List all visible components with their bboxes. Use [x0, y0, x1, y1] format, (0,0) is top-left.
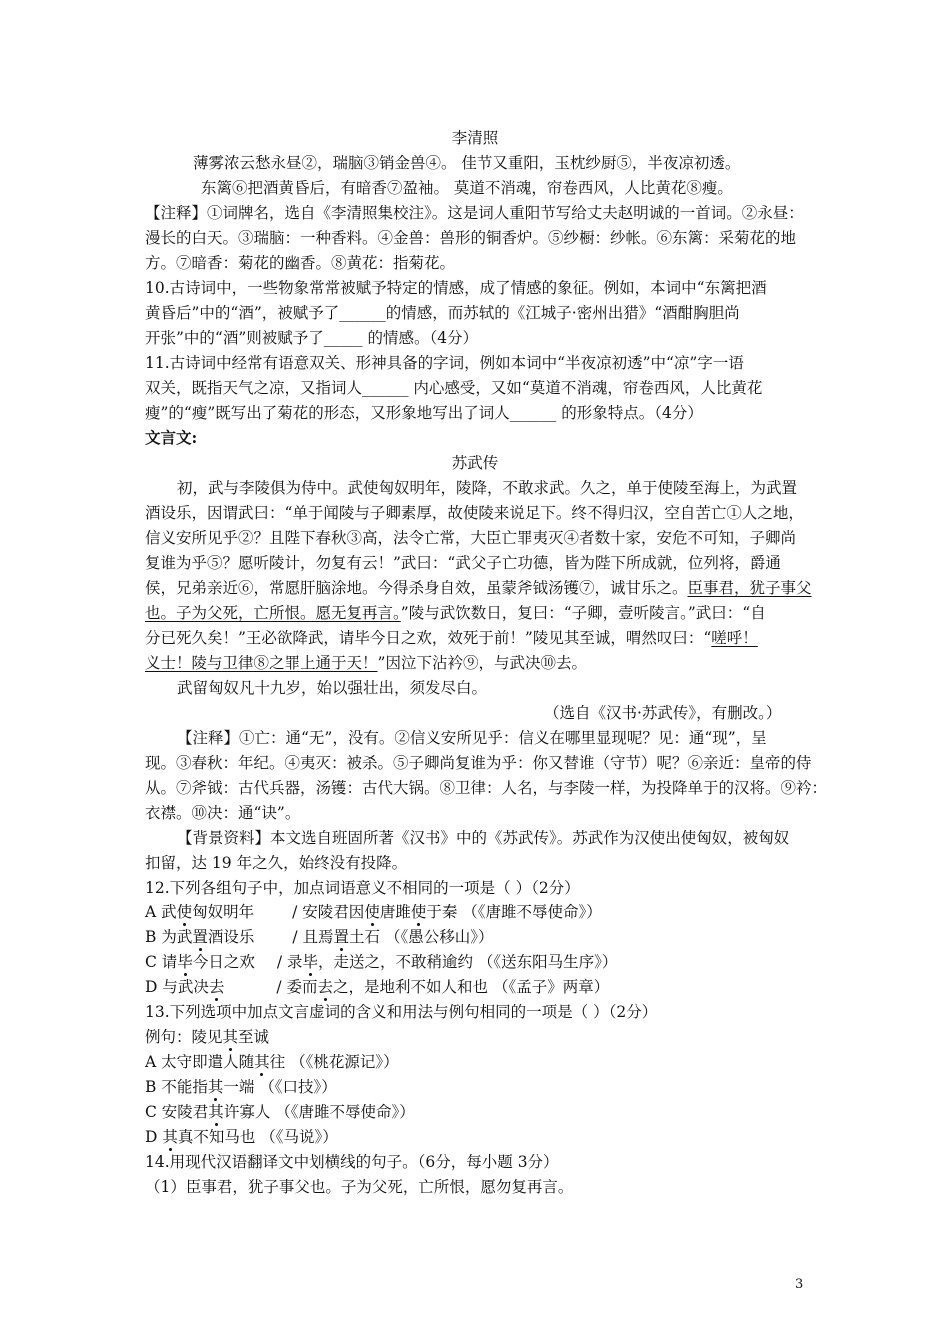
passage-line-2: 酒设乐，因谓武曰：“单于闻陵与子卿素厚，故使陵来说足下。终不得归汉，空自苦亡①人之地， [145, 504, 804, 522]
question-12-option-d [145, 975, 825, 999]
question-11-line-2: 双关，既指天气之凉，又指词人______ 内心感受，又如“莫道不消魂，帘卷西风，人比黄花 [145, 379, 763, 397]
question-12-option-c [145, 950, 825, 974]
option-text: D 与武决 [145, 978, 209, 996]
option-text: 许寡人 （《唐雎不辱使命》） [223, 1103, 415, 1121]
dotted-word: 置 [192, 928, 208, 946]
question-12-stem: 12.下列各组句子中，加点词语意义不相同的一项是（ ）（2分） [145, 879, 580, 897]
dotted-word: 毕 [177, 953, 193, 971]
question-13-option-a [145, 1050, 825, 1074]
underlined-sentence: 臣事君，犹子事父 [687, 579, 812, 597]
question-13-stem: 13.下列选项中加点文言虚词的含义和用法与例句相同的一项是（ ）（2分） [145, 1003, 658, 1021]
option-text: / 安陵君因 [292, 903, 365, 921]
question-12-option-a [145, 900, 825, 924]
dotted-word: 其 [207, 1078, 224, 1096]
passage-text: ”陵与武饮数日，复曰：“子卿，壹听陵言。”武曰：“自 [400, 604, 766, 622]
option-text: / 且焉 [292, 928, 334, 946]
question-10-line-1: 10.古诗词中，一些物象常常被赋予特定的情感，成了情感的象征。例如，本词中“东篱把酒 [145, 279, 767, 297]
background-line-1: 【背景资料】本文选自班固所著《汉书》中的《苏武传》。苏武作为汉使出使匈奴，被匈奴 [177, 829, 790, 847]
passage-paragraph-2: 武留匈奴凡十九岁，始以强壮出，须发尽白。 [177, 679, 488, 697]
question-13-option-d [145, 1125, 825, 1149]
dotted-word: 其 [208, 1103, 224, 1121]
option-text: C 安陵君 [145, 1103, 209, 1121]
poem-author: 李清照 [451, 129, 499, 147]
dotted-word: 去 [317, 978, 334, 996]
question-11-line-1: 11.古诗词中经常有语意双关、形神具备的字词，例如本词中“半夜凉初透”中“凉”字一语 [145, 354, 744, 372]
passage-line-1: 初，武与李陵俱为侍中。武使匈奴明年，陵降，不敢求武。久之，单于使陵至海上，为武置 [177, 479, 798, 497]
question-12-option-b [145, 925, 825, 949]
dotted-word: 其 [162, 1128, 178, 1146]
dotted-word: 使 [176, 903, 193, 921]
passage-text: 分已死久矣！”王必欲降武，请毕今日之欢，效死于前！”陵见其至诚，喟然叹曰：“ [145, 629, 712, 647]
passage-notes-line-4: 衣襟。⑩决：通“诀”。 [145, 804, 301, 822]
passage-notes-line-2: 现。③春秋：年纪。④夷灭：被杀。⑤子卿尚复谁为乎：你又替谁（守节）呢？⑥亲近：皇帝的侍 [145, 754, 812, 772]
dotted-word: 使 [364, 903, 380, 921]
option-text: 往 （《桃花源记》） [269, 1053, 399, 1071]
dotted-word: 毕 [302, 953, 318, 971]
dotted-word: 置 [333, 928, 350, 946]
question-10-line-3: 开张”中的“酒”则被赋予了_____ 的情感。（4分） [145, 329, 479, 347]
passage-line-4: 复谁为乎⑤？愿听陵计，勿复有云！”武曰：“武父子亡功德，皆为陛下所成就，位列将，爵通 [145, 554, 781, 572]
passage-line-6 [145, 601, 825, 625]
underlined-sentence: 义士！陵与卫律⑧之罪上通于天！ [145, 654, 378, 672]
question-13-option-b [145, 1075, 825, 1099]
dotted-word: 其 [254, 1053, 270, 1071]
poem-notes-line-1: 【注释】①词牌名，选自《李清照集校注》。这是词人重阳节写给丈夫赵明诚的一首词。②永昼： [145, 204, 804, 222]
dotted-word: 使 [410, 903, 427, 921]
passage-line-8 [145, 651, 825, 675]
passage-text: 侯，兄弟亲近⑥，常愿肝脑涂地。今得杀身自效，虽蒙斧钺汤镬⑦，诚甘乐之。 [145, 579, 688, 597]
underlined-sentence: 也。子为父死，亡所恨。愿无复再言。 [145, 604, 401, 622]
option-text: 至诚 [238, 1028, 270, 1046]
passage-line-7 [145, 626, 825, 650]
poem-line-2: 东篱⑥把酒黄昏后，有暗香⑦盈袖。 莫道不消魂，帘卷西风，人比黄花⑧瘦。 [201, 179, 733, 197]
underlined-sentence: 嗟呼！ [711, 629, 758, 647]
option-text: 之，是地利不如人和也 （《孟子》两章） [333, 978, 610, 996]
poem-line-1: 薄雾浓云愁永昼②，瑞脑③销金兽④。 佳节又重阳，玉枕纱厨⑤，半夜凉初透。 [193, 154, 741, 172]
question-13-example [145, 1025, 825, 1049]
background-line-2: 扣留，达 19 年之久，始终没有投降。 [145, 854, 408, 872]
option-text: D [145, 1128, 163, 1146]
option-text: B 不能指 [145, 1078, 208, 1096]
option-text: 唐雎 [379, 903, 411, 921]
option-text: 今日之欢 [192, 953, 255, 971]
option-text: 例句：陵见 [145, 1028, 223, 1046]
poem-notes-line-3: 方。⑦暗香：菊花的幽香。⑧黄花：指菊花。 [145, 254, 456, 272]
question-11-line-3: 瘦”的“瘦”既写出了菊花的形态，又形象地写出了词人______ 的形象特点。（4分） [145, 404, 703, 422]
option-text: / 委而 [276, 978, 318, 996]
option-text: 于秦 （《唐雎不辱使命》） [426, 903, 602, 921]
poem-notes-line-2: 漫长的白天。③瑞脑：一种香料。④金兽：兽形的铜香炉。⑤纱橱：纱帐。⑥东篱：采菊花的地 [145, 229, 797, 247]
option-text: A 武 [145, 903, 177, 921]
option-text: / 录 [276, 953, 303, 971]
option-text: 匈奴明年 [192, 903, 255, 921]
passage-notes-line-1: 【注释】①亡：通“无”，没有。②信义安所见乎：信义在哪里显现呢？见：通“现”，呈 [177, 729, 767, 747]
dotted-word: 去 [208, 978, 225, 996]
page-number: 3 [795, 1277, 804, 1292]
passage-source: （选自《汉书·苏武传》，有删改。） [544, 704, 782, 722]
option-text: 酒设乐 [207, 928, 255, 946]
passage-notes-line-3: 从。⑦斧钺：古代兵器，汤镬：古代大锅。⑧卫律：人名，与李陵一样，为投降单于的汉将。⑨衿： [145, 779, 828, 797]
option-text: B 为武 [145, 928, 193, 946]
question-10-line-2: 黄昏后”中的“酒”，被赋予了______的情感，而苏轼的《江城子·密州出猎》“酒酣胸胆尚 [145, 304, 740, 322]
question-14-item-1: （1）臣事君，犹子事父也。子为父死，亡所恨，愿勿复再言。 [145, 1178, 574, 1196]
dotted-word: 其 [222, 1028, 239, 1046]
option-text: A 太守即遣人随 [145, 1053, 255, 1071]
passage-line-5 [145, 576, 825, 600]
option-text: C 请 [145, 953, 178, 971]
section-label-wenyan: 文言文: [145, 428, 198, 447]
passage-title: 苏武传 [451, 454, 499, 472]
option-text: 真不知马也 （《马说》） [177, 1128, 338, 1146]
passage-line-3: 信义安所见乎②？且陛下春秋③高，法令亡常，大臣亡罪夷灭④者数十家，安危不可知，子卿尚 [145, 529, 797, 547]
question-14-stem: 14.用现代汉语翻译文中划横线的句子。（6分，每小题 3分） [145, 1153, 559, 1171]
option-text: ，走送之，不敢稍逾约 （《送东阳马生序》） [318, 953, 618, 971]
question-13-option-c [145, 1100, 825, 1124]
passage-text: ”因泣下沾衿⑨，与武决⑩去。 [377, 654, 587, 672]
option-text: 土石 （《愚公移山》） [349, 928, 494, 946]
option-text: 一端 （《口技》） [223, 1078, 337, 1096]
